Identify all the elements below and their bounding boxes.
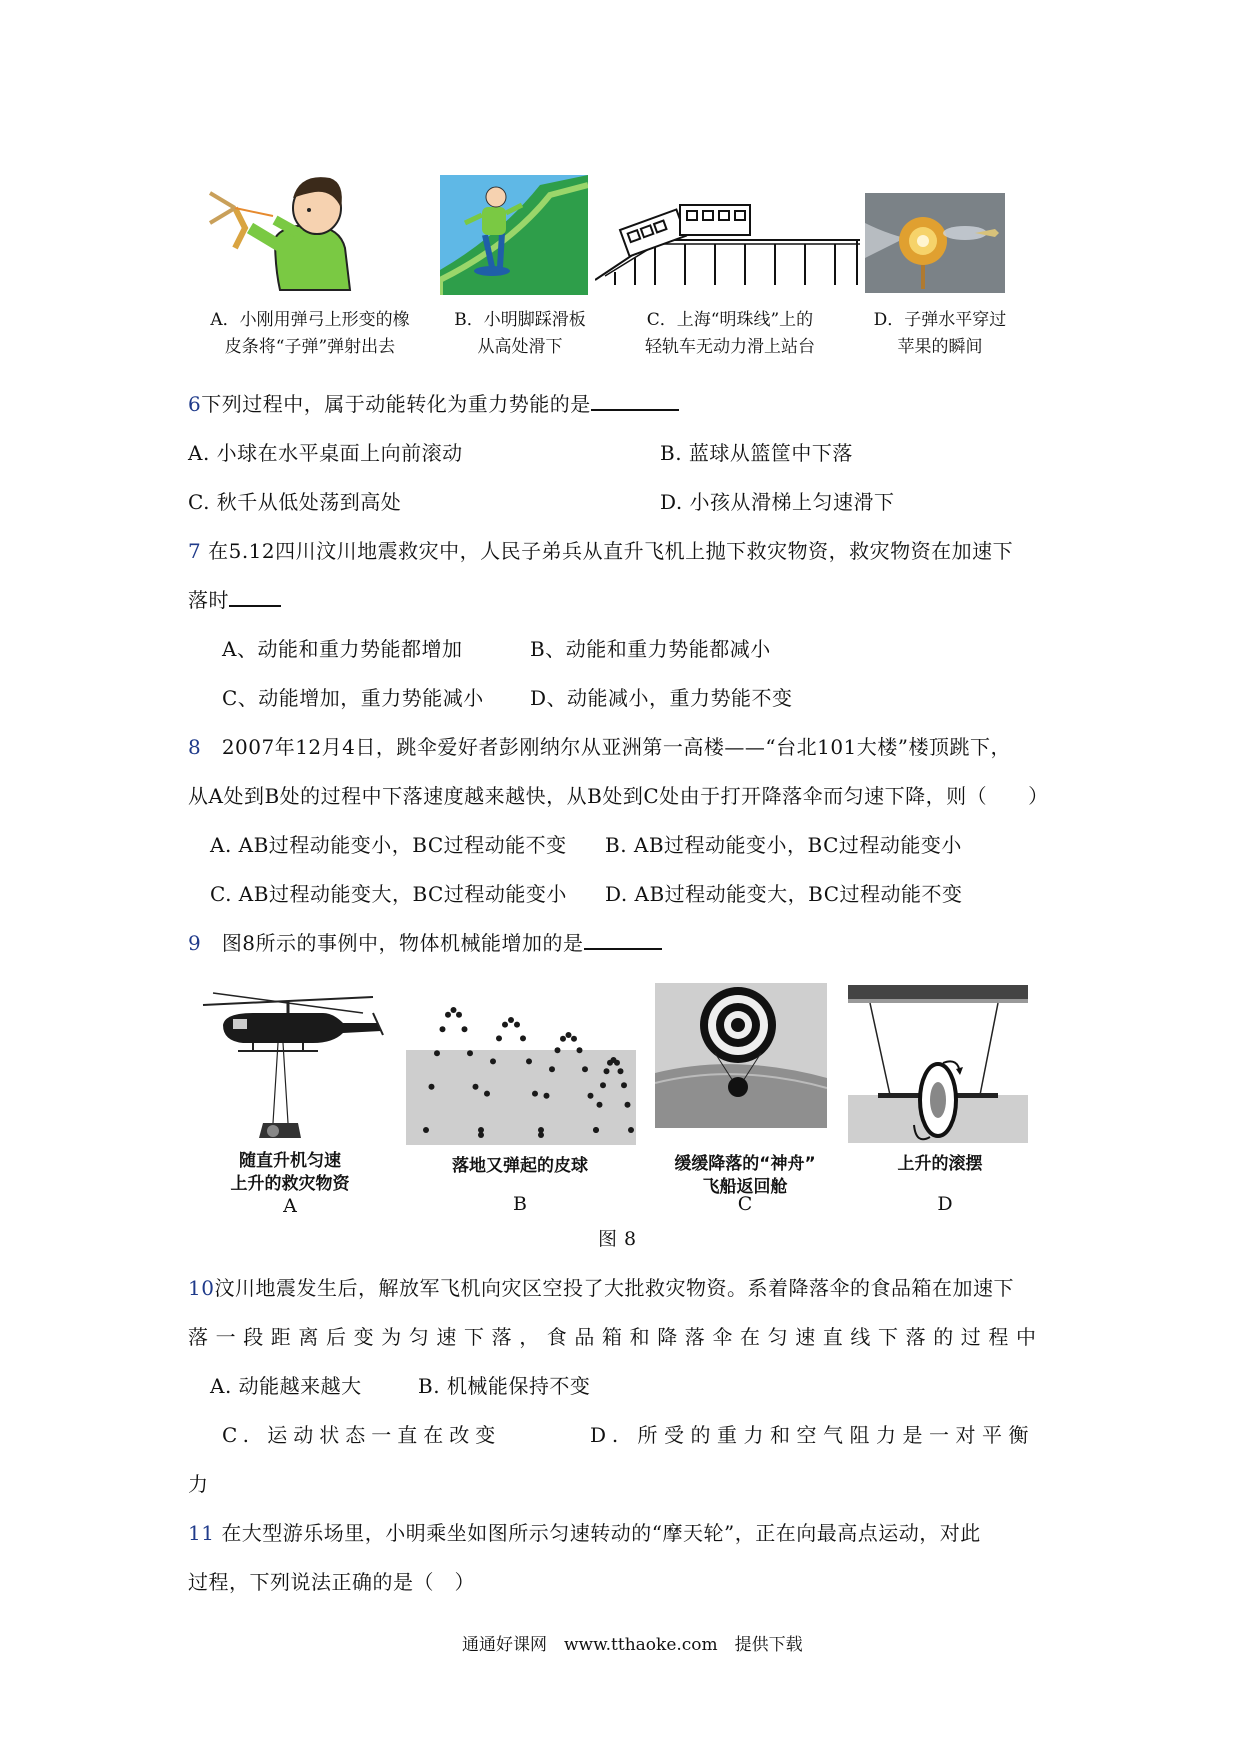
answer-blank[interactable] xyxy=(591,391,679,411)
ball-trail-dot xyxy=(555,1047,561,1053)
caption-d-line1: D．子弹水平穿过 xyxy=(873,310,1007,330)
caption-d xyxy=(860,307,1020,361)
ball-trail-dot xyxy=(628,1127,634,1133)
q8-option-a: A. AB过程动能变小，BC过程动能不变 xyxy=(210,833,567,857)
ball-trail-dot xyxy=(502,1022,508,1028)
ball-trail-dot xyxy=(496,1035,502,1041)
question-number: 8 xyxy=(188,735,202,759)
q6-option-b: B. 蓝球从篮筐中下落 xyxy=(660,441,853,465)
caption-c xyxy=(615,307,845,361)
q8-option-b: B. AB过程动能变小，BC过程动能变小 xyxy=(605,833,962,857)
fig8-letter-c: C xyxy=(737,1193,753,1215)
question-number: 6 xyxy=(188,392,202,416)
ball-trail-dot xyxy=(621,1082,627,1088)
caption-a-line1: A．小刚用弹弓上形变的橡 xyxy=(210,310,410,330)
q10-option-d: D. 所受的重力和空气阻力是一对平衡 xyxy=(590,1423,1036,1447)
fig8-caption-a-line1: 随直升机匀速 xyxy=(239,1151,341,1171)
question-10-stem-line2: 落一段距离后变为匀速下落，食品箱和降落伞在匀速直线下落的过程中 xyxy=(188,1325,1044,1349)
ball-trail-dot xyxy=(597,1102,603,1108)
question-8-stem-line2: 从A处到B处的过程中下落速度越来越快，从B处到C处由于打开降落伞而匀速下降，则（ ） xyxy=(188,784,1049,808)
ball-trail-dot xyxy=(604,1068,610,1074)
q10-option-d-wrap: 力 xyxy=(188,1472,209,1496)
ball-trail-dot xyxy=(462,1026,468,1032)
question-text: 在大型游乐场里，小明乘坐如图所示匀速转动的“摩天轮”，正在向最高点运动，对此 xyxy=(221,1521,981,1545)
answer-blank[interactable] xyxy=(584,930,662,950)
q7-option-a: A、动能和重力势能都增加 xyxy=(222,637,463,661)
ball-trail-dot xyxy=(451,1007,457,1013)
q10-option-a: A. 动能越来越大 xyxy=(210,1374,362,1398)
figure8-capsule xyxy=(655,983,827,1128)
ball-trail-dot xyxy=(423,1127,429,1133)
figure8-helicopter xyxy=(193,983,393,1148)
ball-trail-dot xyxy=(577,1047,583,1053)
fig8-caption-a-line2: 上升的救灾物资 xyxy=(230,1174,350,1194)
question-8-stem-line1 xyxy=(188,731,1011,760)
figure-slingshot xyxy=(205,168,385,293)
q10-option-c: C. 运动状态一直在改变 xyxy=(222,1423,502,1447)
ball-trail-dot xyxy=(467,1050,473,1056)
fig8-caption-d-line1: 上升的滚摆 xyxy=(897,1154,983,1174)
page-footer: 通通好课网 www.tthaoke.com 提供下载 xyxy=(462,1635,803,1655)
q7-option-d: D、动能减小，重力势能不变 xyxy=(530,686,793,710)
ball-trail-dot xyxy=(538,1127,544,1133)
ball-trail-dot xyxy=(625,1102,631,1108)
fig8-caption-c-line2: 飞船返回舱 xyxy=(702,1177,788,1197)
question-text: 在5.12四川汶川地震救灾中，人民子弟兵从直升飞机上抛下救灾物资，救灾物资在加速下 xyxy=(208,539,1014,563)
q7-option-c: C、动能增加，重力势能减小 xyxy=(222,686,484,710)
question-10-stem-line1 xyxy=(188,1272,1014,1301)
figure-8-label: 图 8 xyxy=(598,1228,637,1250)
figure8-maxwell-wheel xyxy=(848,985,1030,1143)
question-7-stem-line1 xyxy=(188,535,1013,564)
fig8-caption-c-line1: 缓缓降落的“神舟” xyxy=(674,1154,816,1174)
ball-trail-dot xyxy=(571,1036,577,1042)
fig8-letter-b: B xyxy=(513,1193,527,1215)
ball-trail-dot xyxy=(514,1022,520,1028)
ball-trail-dot xyxy=(588,1093,594,1099)
ball-trail-dot xyxy=(520,1035,526,1041)
ball-trail-dot xyxy=(508,1017,514,1023)
question-number: 11 xyxy=(188,1521,215,1545)
fig8-caption-b-line1: 落地又弹起的皮球 xyxy=(452,1156,588,1176)
ball-trail-dot xyxy=(560,1036,566,1042)
fig8-caption-a xyxy=(200,1150,380,1196)
ball-trail-dot xyxy=(593,1127,599,1133)
fig8-caption-b xyxy=(420,1155,620,1178)
ball-trail-dot xyxy=(532,1091,538,1097)
q6-option-c: C. 秋千从低处荡到高处 xyxy=(188,490,402,514)
fig8-caption-d xyxy=(870,1153,1010,1176)
caption-c-line1: C．上海“明珠线”上的 xyxy=(646,310,814,330)
ball-trail-dot xyxy=(566,1032,572,1038)
question-number: 9 xyxy=(188,931,202,955)
question-text: 2007年12月4日，跳伞爱好者彭刚纳尔从亚洲第一高楼——“台北101大楼”楼顶跳下， xyxy=(221,735,1012,759)
ball-trail-dot xyxy=(456,1012,462,1018)
figure-bullet-apple xyxy=(865,193,1005,293)
question-number: 7 xyxy=(188,539,202,563)
caption-d-line2: 苹果的瞬间 xyxy=(897,337,983,357)
fig8-letter-a: A xyxy=(283,1195,297,1217)
question-text: 汶川地震发生后，解放军飞机向灾区空投了大批救灾物资。系着降落伞的食品箱在加速下 xyxy=(214,1276,1014,1300)
figure8-bouncing-ball xyxy=(406,990,636,1145)
ball-trail-dot xyxy=(429,1084,435,1090)
ball-trail-dot xyxy=(549,1066,555,1072)
question-text: 下列过程中，属于动能转化为重力势能的是 xyxy=(201,392,591,416)
ball-trail-dot xyxy=(582,1066,588,1072)
question-11-stem-line1 xyxy=(188,1517,981,1546)
answer-blank[interactable] xyxy=(229,587,281,607)
ball-trail-dot xyxy=(473,1084,479,1090)
ball-trail-dot xyxy=(600,1082,606,1088)
question-9-stem xyxy=(188,927,662,956)
q7-option-b: B、动能和重力势能都减小 xyxy=(530,637,771,661)
ball-trail-dot xyxy=(484,1091,490,1097)
question-text: 图8所示的事例中，物体机械能增加的是 xyxy=(221,931,584,955)
question-number: 10 xyxy=(188,1276,215,1300)
question-text: 落时 xyxy=(188,588,229,612)
q8-option-d: D. AB过程动能变大，BC过程动能不变 xyxy=(605,882,963,906)
q6-option-d: D. 小孩从滑梯上匀速滑下 xyxy=(660,490,895,514)
question-11-stem-line2: 过程，下列说法正确的是（ ） xyxy=(188,1570,475,1594)
fig8-letter-d: D xyxy=(937,1193,953,1215)
caption-c-line2: 轻轨车无动力滑上站台 xyxy=(645,337,815,357)
ball-trail-dot xyxy=(440,1026,446,1032)
ball-trail-dot xyxy=(614,1060,620,1066)
q10-option-b: B. 机械能保持不变 xyxy=(418,1374,591,1398)
caption-b-line2: 从高处滑下 xyxy=(477,337,563,357)
ball-trail-dot xyxy=(478,1132,484,1138)
ball-trail-dot xyxy=(544,1093,550,1099)
q8-option-c: C. AB过程动能变大，BC过程动能变小 xyxy=(210,882,567,906)
figure-light-rail xyxy=(595,200,860,285)
question-7-stem-line2 xyxy=(188,584,281,613)
caption-b xyxy=(440,307,600,361)
ball-trail-dot xyxy=(490,1058,496,1064)
ball-trail-dot xyxy=(445,1012,451,1018)
q6-option-a: A. 小球在水平桌面上向前滚动 xyxy=(188,441,463,465)
question-6-stem xyxy=(188,388,679,417)
ball-trail-dot xyxy=(618,1068,624,1074)
figure-skateboard xyxy=(440,175,588,295)
ball-trail-dot xyxy=(434,1050,440,1056)
caption-b-line1: B．小明脚踩滑板 xyxy=(454,310,586,330)
ball-trail-dot xyxy=(526,1058,532,1064)
caption-a-line2: 皮条将“子弹”弹射出去 xyxy=(224,337,396,357)
caption-a xyxy=(195,307,425,361)
